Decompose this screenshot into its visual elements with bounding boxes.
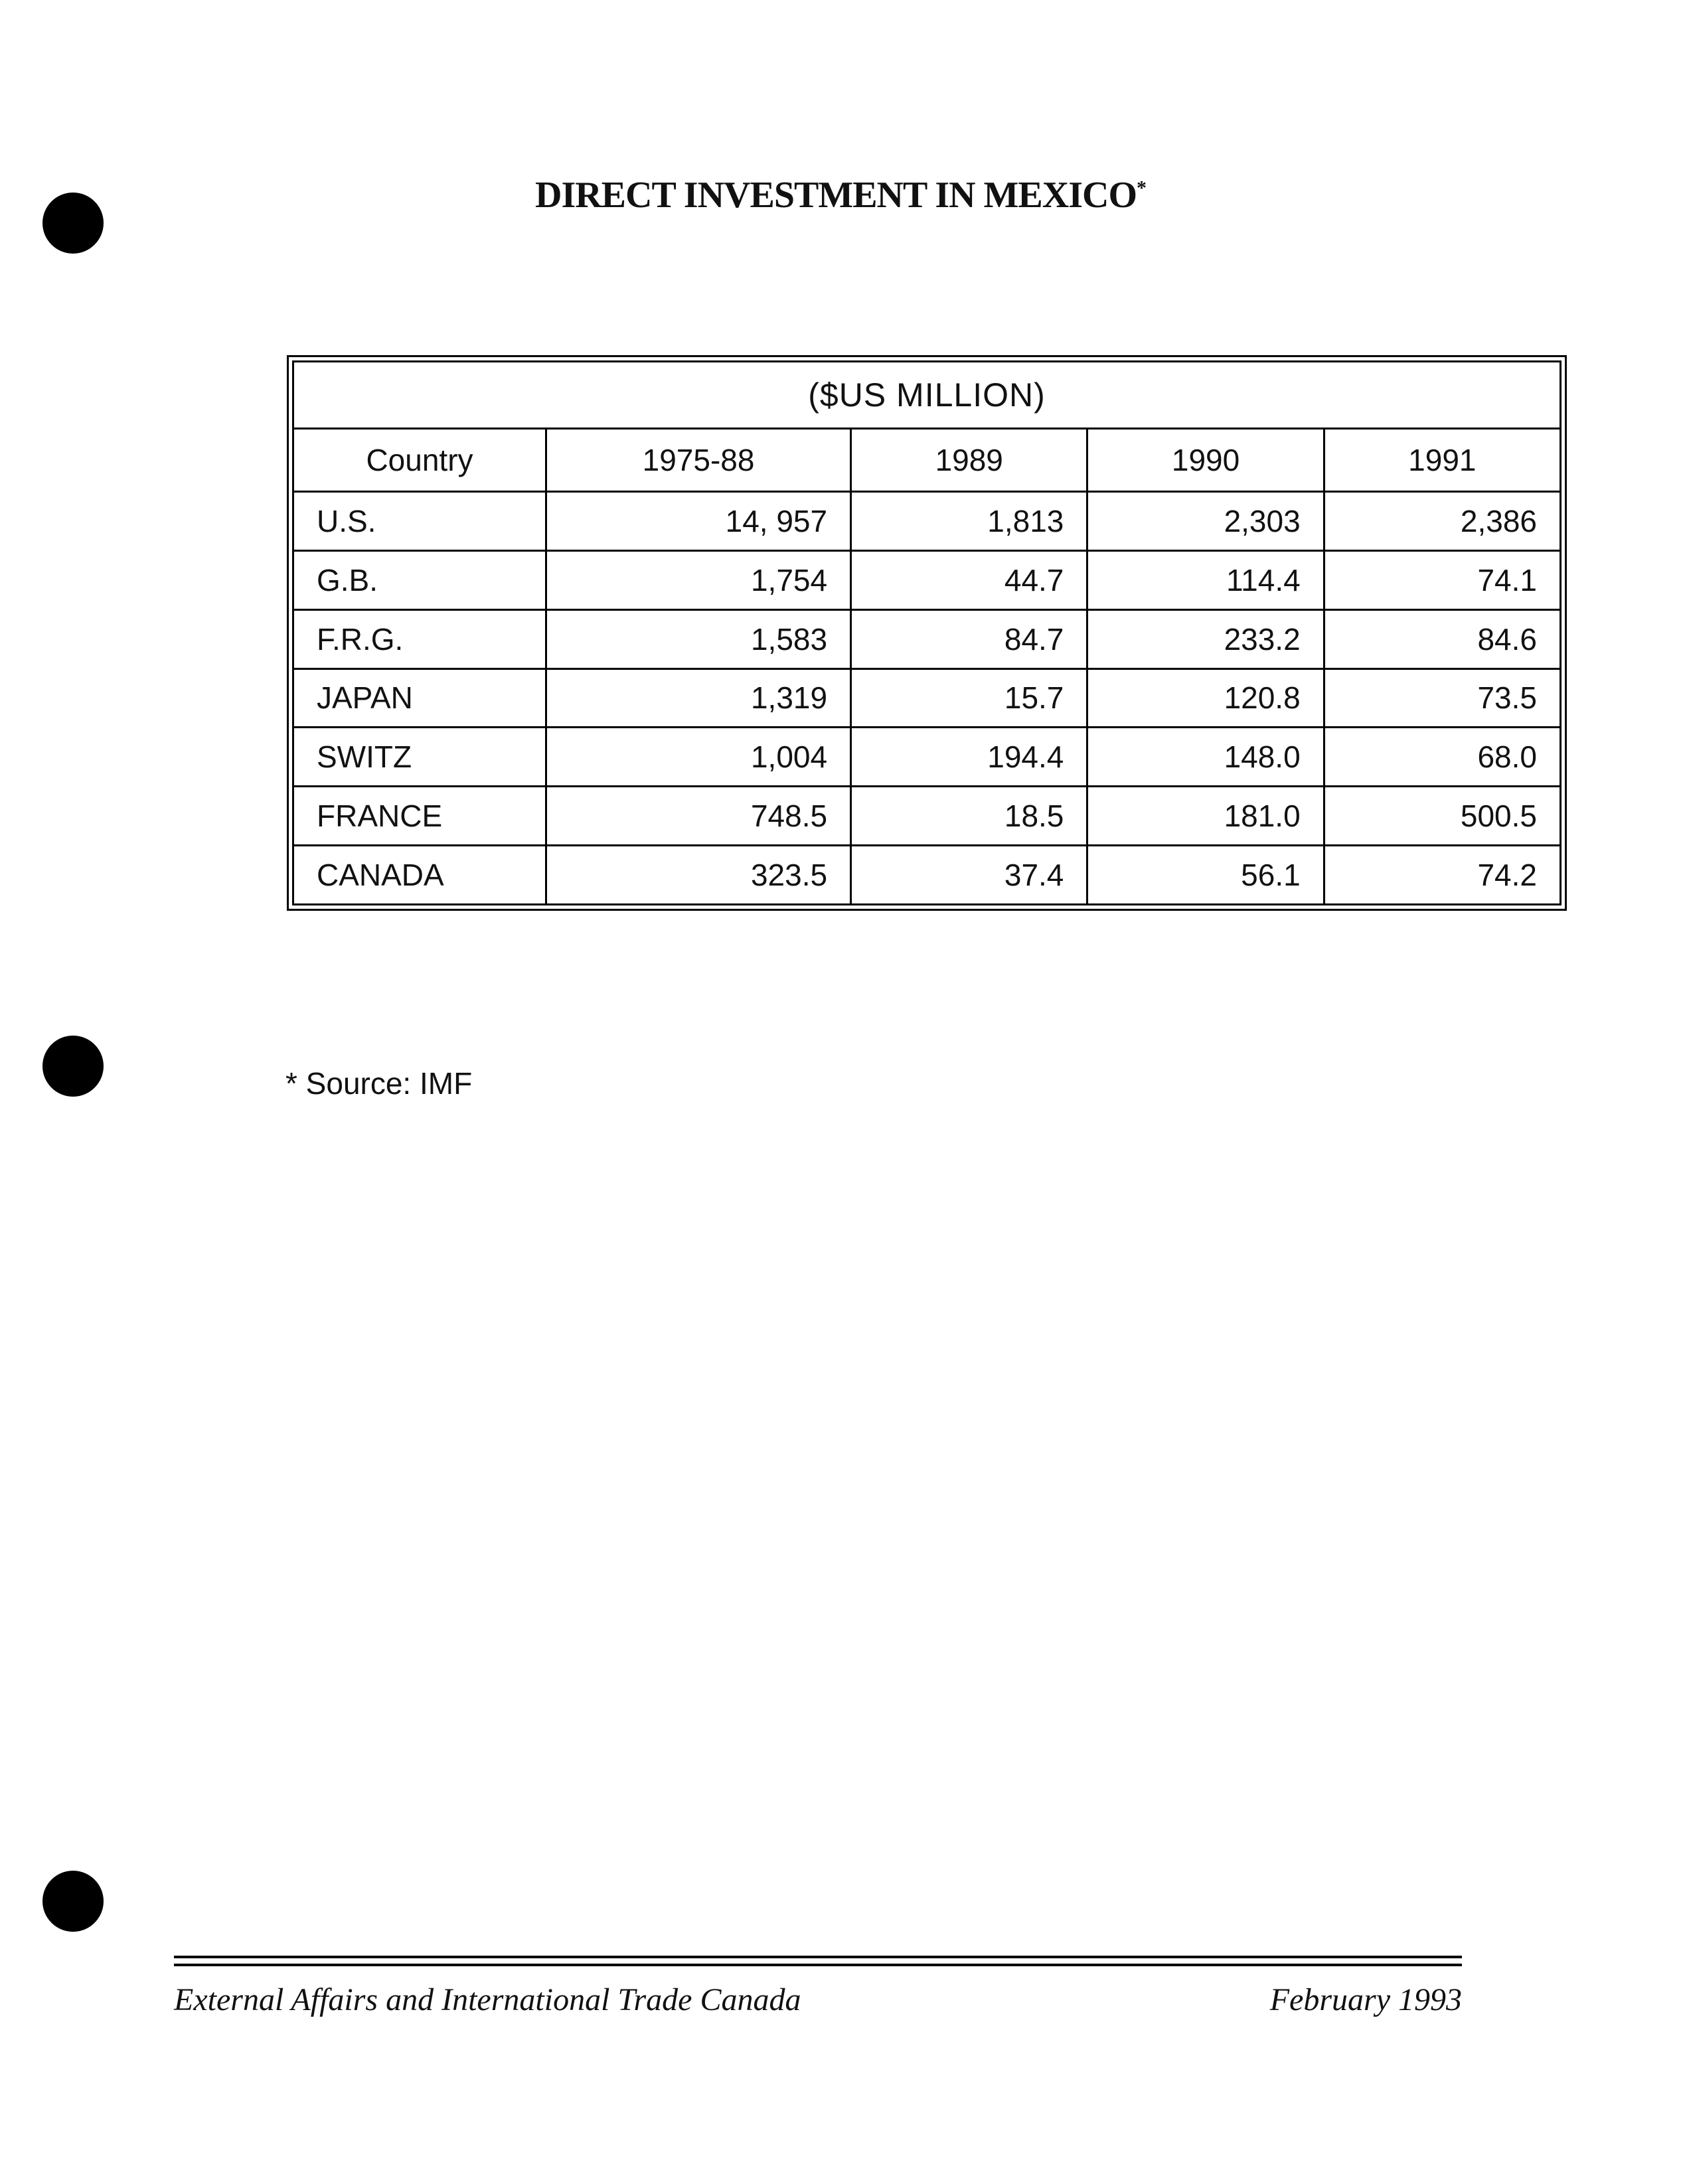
- source-footnote: * Source: IMF: [285, 1066, 473, 1101]
- table-row: [293, 492, 1561, 551]
- column-header: 1991: [1324, 429, 1560, 492]
- footer-date: February 1993: [1269, 1982, 1462, 2017]
- value-cell: 74.2: [1324, 846, 1560, 905]
- value-cell: 148.0: [1087, 728, 1324, 787]
- value-cell: 44.7: [851, 550, 1087, 609]
- table-row: [293, 787, 1561, 846]
- value-cell: 500.5: [1324, 787, 1560, 846]
- table-row: [293, 609, 1561, 668]
- table-row: [293, 728, 1561, 787]
- column-header: Country: [293, 429, 546, 492]
- footer-rule-top: [174, 1956, 1462, 1958]
- value-cell: 1,319: [546, 668, 851, 728]
- title-footnote-mark: *: [1137, 177, 1146, 199]
- country-cell: CANADA: [293, 846, 546, 905]
- value-cell: 18.5: [851, 787, 1087, 846]
- table-header-row: [293, 429, 1561, 492]
- country-cell: U.S.: [293, 492, 546, 551]
- value-cell: 181.0: [1087, 787, 1324, 846]
- value-cell: 2,386: [1324, 492, 1560, 551]
- value-cell: 323.5: [546, 846, 851, 905]
- country-cell: FRANCE: [293, 787, 546, 846]
- value-cell: 15.7: [851, 668, 1087, 728]
- value-cell: 1,004: [546, 728, 851, 787]
- column-header: 1975-88: [546, 429, 851, 492]
- value-cell: 74.1: [1324, 550, 1560, 609]
- column-header: 1989: [851, 429, 1087, 492]
- country-cell: G.B.: [293, 550, 546, 609]
- value-cell: 56.1: [1087, 846, 1324, 905]
- column-header: 1990: [1087, 429, 1324, 492]
- value-cell: 1,583: [546, 609, 851, 668]
- investment-table-frame: [287, 355, 1567, 911]
- value-cell: 14, 957: [546, 492, 851, 551]
- country-cell: JAPAN: [293, 668, 546, 728]
- table-row: [293, 668, 1561, 728]
- country-cell: F.R.G.: [293, 609, 546, 668]
- value-cell: 194.4: [851, 728, 1087, 787]
- value-cell: 1,813: [851, 492, 1087, 551]
- value-cell: 84.7: [851, 609, 1087, 668]
- unit-caption: ($US MILLION): [293, 362, 1561, 429]
- country-cell: SWITZ: [293, 728, 546, 787]
- punch-hole-middle: [42, 1036, 104, 1097]
- table-row: [293, 846, 1561, 905]
- footer-rule-bottom: [174, 1964, 1462, 1966]
- value-cell: 120.8: [1087, 668, 1324, 728]
- value-cell: 748.5: [546, 787, 851, 846]
- page-title: [0, 174, 1681, 216]
- punch-hole-bottom: [42, 1871, 104, 1932]
- value-cell: 37.4: [851, 846, 1087, 905]
- table-caption-row: [293, 362, 1561, 429]
- value-cell: 84.6: [1324, 609, 1560, 668]
- table-row: [293, 550, 1561, 609]
- value-cell: 1,754: [546, 550, 851, 609]
- investment-table: [292, 360, 1561, 905]
- value-cell: 114.4: [1087, 550, 1324, 609]
- value-cell: 73.5: [1324, 668, 1560, 728]
- title-text: DIRECT INVESTMENT IN MEXICO: [535, 175, 1137, 216]
- footer-publisher: External Affairs and International Trade Canada: [174, 1982, 801, 2017]
- value-cell: 2,303: [1087, 492, 1324, 551]
- value-cell: 233.2: [1087, 609, 1324, 668]
- value-cell: 68.0: [1324, 728, 1560, 787]
